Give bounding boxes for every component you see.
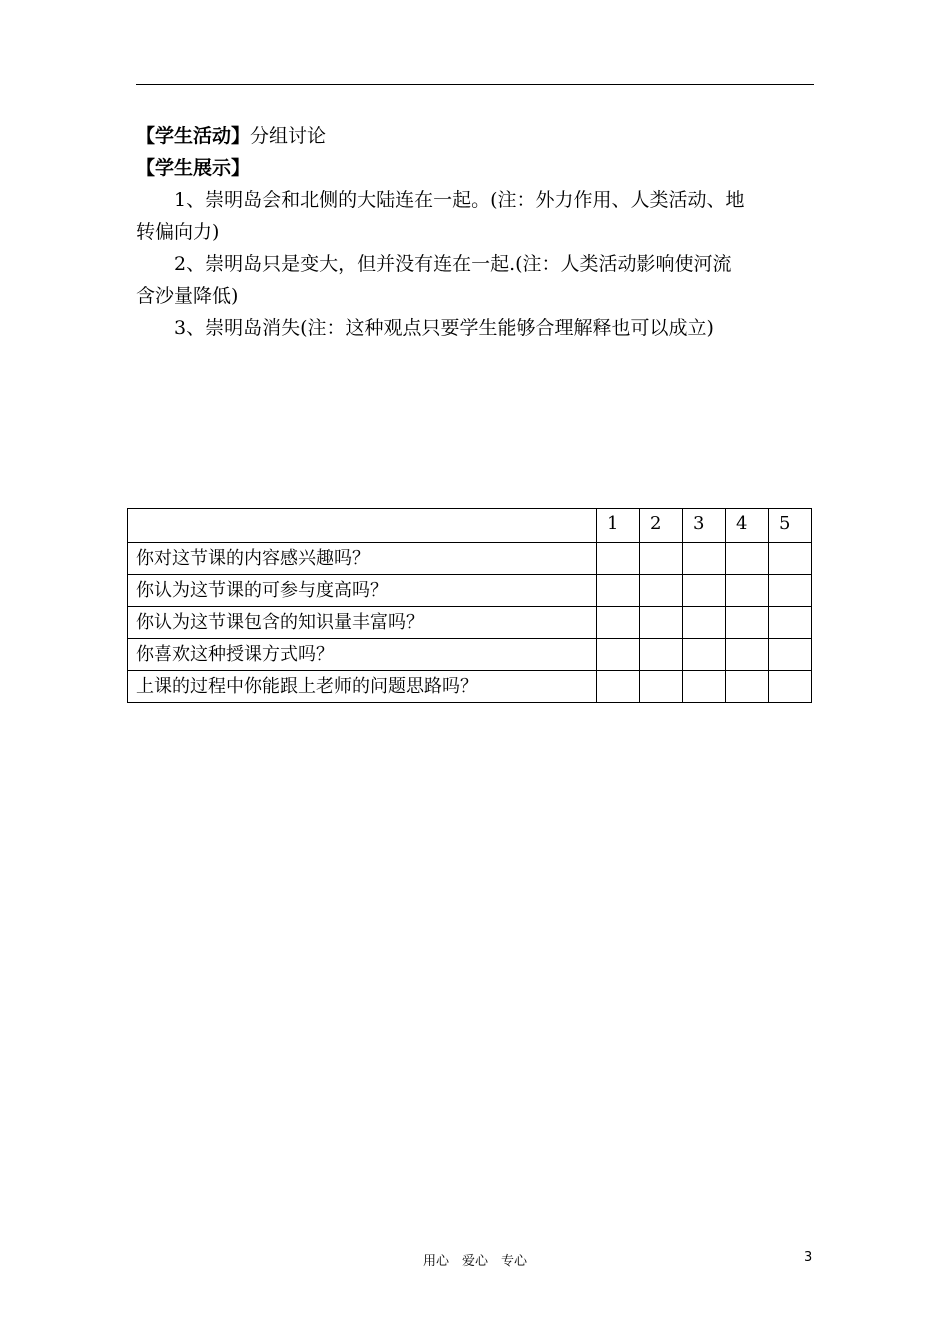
rating-cell[interactable]	[640, 607, 683, 639]
page-number: 3	[804, 1250, 813, 1265]
point-1-line-1: 1、崇明岛会和北侧的大陆连在一起。(注：外力作用、人类活动、地	[174, 189, 745, 211]
rating-cell[interactable]	[726, 671, 769, 703]
scale-4: 4	[726, 509, 769, 543]
rating-cell[interactable]	[683, 543, 726, 575]
survey-header-blank	[128, 509, 597, 543]
rating-cell[interactable]	[640, 543, 683, 575]
scale-3: 3	[683, 509, 726, 543]
rating-cell[interactable]	[640, 575, 683, 607]
rating-cell[interactable]	[597, 607, 640, 639]
rating-cell[interactable]	[683, 607, 726, 639]
document-body	[136, 120, 814, 344]
rating-cell[interactable]	[726, 639, 769, 671]
survey-header-row	[128, 509, 812, 543]
point-1-line-2: 转偏向力)	[136, 221, 220, 243]
table-row	[128, 543, 812, 575]
table-row	[128, 671, 812, 703]
rating-cell[interactable]	[683, 575, 726, 607]
point-2-line-2: 含沙量降低)	[136, 285, 239, 307]
footer-motto: 用心 爱心 专心	[422, 1254, 527, 1269]
scale-1: 1	[597, 509, 640, 543]
survey-question: 上课的过程中你能跟上老师的问题思路吗？	[128, 671, 597, 703]
rating-cell[interactable]	[683, 639, 726, 671]
rating-cell[interactable]	[597, 671, 640, 703]
survey-question: 你认为这节课包含的知识量丰富吗？	[128, 607, 597, 639]
scale-2: 2	[640, 509, 683, 543]
survey-question: 你喜欢这种授课方式吗？	[128, 639, 597, 671]
scale-5: 5	[769, 509, 812, 543]
rating-cell[interactable]	[640, 639, 683, 671]
point-2-line-1: 2、崇明岛只是变大，但并没有连在一起.(注：人类活动影响使河流	[174, 253, 732, 275]
rating-cell[interactable]	[769, 671, 812, 703]
header-rule	[136, 84, 814, 85]
survey-table	[127, 508, 812, 703]
activity-heading	[136, 120, 814, 152]
rating-cell[interactable]	[640, 671, 683, 703]
activity-label: 【学生活动】	[136, 125, 251, 147]
table-row	[128, 575, 812, 607]
rating-cell[interactable]	[683, 671, 726, 703]
survey-question: 你对这节课的内容感兴趣吗？	[128, 543, 597, 575]
survey-question: 你认为这节课的可参与度高吗？	[128, 575, 597, 607]
rating-cell[interactable]	[769, 543, 812, 575]
rating-cell[interactable]	[597, 543, 640, 575]
rating-cell[interactable]	[726, 575, 769, 607]
rating-cell[interactable]	[597, 639, 640, 671]
rating-cell[interactable]	[726, 543, 769, 575]
rating-cell[interactable]	[597, 575, 640, 607]
rating-cell[interactable]	[769, 575, 812, 607]
table-row	[128, 639, 812, 671]
rating-cell[interactable]	[726, 607, 769, 639]
display-heading: 【学生展示】	[136, 157, 251, 179]
rating-cell[interactable]	[769, 639, 812, 671]
point-3-line-1: 3、崇明岛消失(注：这种观点只要学生能够合理解释也可以成立)	[174, 317, 714, 339]
activity-text: 分组讨论	[250, 125, 327, 147]
rating-cell[interactable]	[769, 607, 812, 639]
table-row	[128, 607, 812, 639]
